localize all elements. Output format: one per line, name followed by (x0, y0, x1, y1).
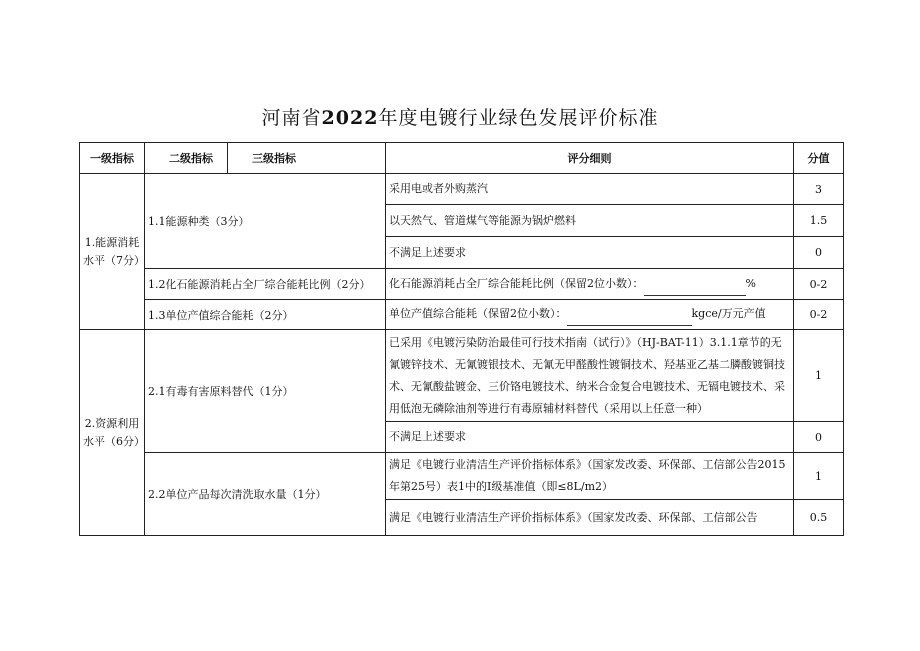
level2-hazardous-replacement: 2.1有毒有害原料替代（1分） (145, 330, 386, 453)
level2-water-intake: 2.2单位产品每次清洗取水量（1分） (145, 453, 386, 536)
detail-text: 化石能源消耗占全厂综合能耗比例（保留2位小数）： (389, 276, 644, 290)
detail-cell: 采用电或者外购蒸汽 (386, 174, 794, 205)
detail-cell: 以天然气、管道煤气等能源为锅炉燃料 (386, 205, 794, 237)
level2-unit-energy: 1.3单位产值综合能耗（2分） (145, 300, 386, 330)
level1-energy: 1.能源消耗水平（7分） (80, 174, 145, 330)
score-cell: 0 (794, 237, 844, 269)
header-details: 评分细则 (386, 143, 794, 174)
header-row (80, 143, 844, 174)
table-row (80, 174, 844, 205)
detail-text: 单位产值综合能耗（保留2位小数）： (389, 307, 567, 320)
score-cell: 1.5 (794, 205, 844, 237)
page-title (0, 103, 920, 130)
level1-resource: 2.资源利用水平（6分） (80, 330, 145, 536)
score-cell: 0-2 (794, 269, 844, 300)
table-row (80, 330, 844, 422)
detail-cell: 满足《电镀行业清洁生产评价指标体系》（国家发改委、环保部、工信部公告2015年第25号）表1中的Ⅰ级基准值（即≤8L/m2） (386, 453, 794, 500)
table-row (80, 453, 844, 500)
title-prefix: 河南省 (261, 107, 322, 129)
title-suffix: 年度电镀行业绿色发展评价标准 (378, 107, 659, 129)
detail-cell (386, 269, 794, 300)
header-level3: 三级指标 (228, 143, 386, 174)
header-score: 分值 (794, 143, 844, 174)
table-row (80, 300, 844, 330)
header-level1: 一级指标 (80, 143, 145, 174)
score-cell: 3 (794, 174, 844, 205)
score-cell: 0-2 (794, 300, 844, 330)
level2-energy-type: 1.1能源种类（3分） (145, 174, 386, 269)
level2-fossil-ratio: 1.2化石能源消耗占全厂综合能耗比例（2分） (145, 269, 386, 300)
header-level2: 二级指标 (145, 143, 228, 174)
score-cell: 1 (794, 330, 844, 422)
unit-text: kgce/万元产值 (691, 307, 766, 320)
detail-cell: 不满足上述要求 (386, 237, 794, 269)
blank-fill-line (567, 303, 692, 326)
detail-cell: 不满足上述要求 (386, 422, 794, 453)
detail-cell: 已采用《电镀污染防治最佳可行技术指南（试行）》（HJ-BAT-11）3.1.1章节的无氰镀锌技术、无氰镀银技术、无氰无甲醛酸性镀铜技术、羟基亚乙基二膦酸镀铜技术、无氰酸盐镀金、三价铬电镀技术、纳米合金复合电镀技术、无镉电镀技术、采用低泡无磷除油剂等进行有毒原辅材料替代（采用以上任意一种） (386, 330, 794, 422)
table-row (80, 269, 844, 300)
blank-fill-line (644, 273, 746, 296)
score-cell: 0 (794, 422, 844, 453)
unit-text: % (745, 276, 756, 290)
score-cell: 1 (794, 453, 844, 500)
score-cell: 0.5 (794, 500, 844, 536)
detail-cell: 满足《电镀行业清洁生产评价指标体系》（国家发改委、环保部、工信部公告 (386, 500, 794, 536)
evaluation-table (79, 142, 844, 536)
detail-cell (386, 300, 794, 330)
title-year: 2022 (321, 107, 379, 129)
